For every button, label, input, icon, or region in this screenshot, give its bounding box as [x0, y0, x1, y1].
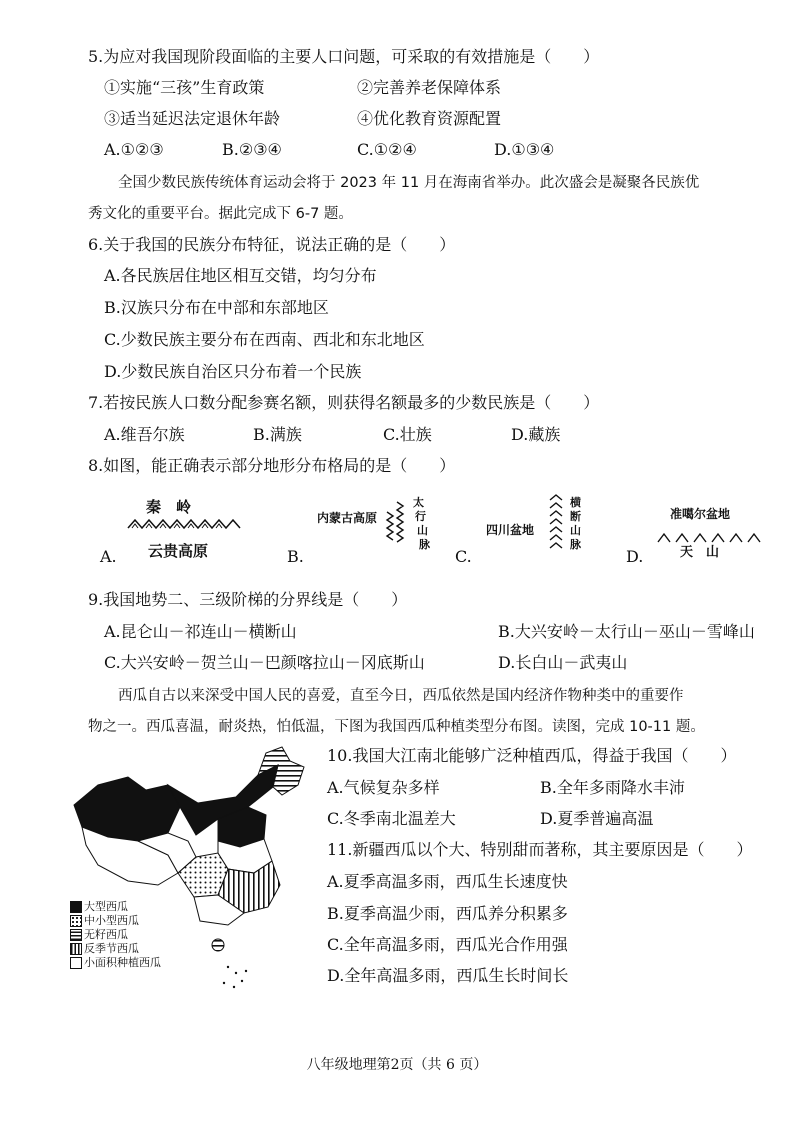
fig-b-right-label	[413, 495, 431, 551]
mountain-range-icon	[550, 495, 562, 548]
q8-label-a: A.	[100, 547, 117, 566]
q9-option-b: B.大兴安岭－太行山－巫山－雪峰山	[498, 622, 755, 641]
legend-item: 中小型西瓜	[84, 914, 139, 927]
q7-option-d: D.藏族	[511, 425, 561, 444]
q9-option-a: A.昆仑山－祁连山－横断山	[104, 622, 297, 641]
q8-label-c: C.	[455, 547, 472, 566]
q6-option-c: C.少数民族主要分布在西南、西北和东北地区	[104, 330, 425, 349]
svg-text:山: 山	[570, 524, 581, 537]
q5-option-a: A.①②③	[104, 140, 164, 159]
q6-option-a: A.各民族居住地区相互交错，均匀分布	[104, 266, 377, 285]
q11-stem: 11.新疆西瓜以个大、特别甜而著称，其主要原因是（ ）	[327, 840, 753, 859]
q11-option-b: B.夏季高温少雨，西瓜养分积累多	[327, 904, 568, 923]
q5-option-b: B.②③④	[222, 140, 282, 159]
hainan-region	[212, 939, 224, 951]
svg-text:太: 太	[413, 496, 424, 509]
legend-item: 大型西瓜	[84, 900, 128, 913]
fig-a-top-label: 秦 岭	[146, 498, 192, 516]
q7-option-b: B.满族	[253, 425, 302, 444]
legend-swatch-hstripe	[70, 929, 82, 941]
q11-option-c: C.全年高温多雨，西瓜光合作用强	[327, 935, 568, 954]
q10-option-a: A.气候复杂多样	[327, 778, 440, 797]
mountain-range-icon	[387, 502, 403, 542]
q5-item-4: ④优化教育资源配置	[357, 109, 502, 128]
q7-stem: 7.若按民族人口数分配参赛名额，则获得名额最多的少数民族是（ ）	[88, 393, 600, 412]
q8-figure-d	[652, 500, 772, 562]
q10-stem: 10.我国大江南北能够广泛种植西瓜，得益于我国（ ）	[327, 746, 737, 765]
fig-c-right-label	[569, 495, 582, 551]
q10-option-b: B.全年多雨降水丰沛	[540, 778, 685, 797]
passage2-line2: 物之一。西瓜喜温，耐炎热，怕低温，下图为我国西瓜种植类型分布图。读图，完成 10-11 题。	[88, 719, 705, 735]
q5-item-3: ③适当延迟法定退休年龄	[104, 109, 281, 128]
svg-text:山: 山	[417, 524, 428, 537]
legend-swatch-vstripe	[70, 943, 82, 955]
mountain-range-icon	[658, 534, 760, 542]
legend-swatch-dots	[70, 915, 82, 927]
svg-text:行: 行	[415, 510, 426, 523]
q7-option-c: C.壮族	[383, 425, 432, 444]
q5-stem: 5.为应对我国现阶段面临的主要人口问题，可采取的有效措施是（ ）	[88, 47, 600, 66]
fig-d-top-label: 准噶尔盆地	[670, 507, 731, 521]
q7-option-a: A.维吾尔族	[104, 425, 185, 444]
q8-figure-a	[120, 492, 250, 562]
q9-stem: 9.我国地势二、三级阶梯的分界线是（ ）	[88, 590, 408, 609]
passage2-line1: 西瓜自古以来深受中国人民的喜爱，直至今日，西瓜依然是国内经济作物种类中的重要作	[118, 688, 684, 704]
q8-label-b: B.	[287, 547, 304, 566]
legend-item: 小面积种植西瓜	[84, 956, 161, 969]
legend-item: 反季节西瓜	[84, 942, 139, 955]
legend-item: 无籽西瓜	[84, 928, 128, 941]
q8-label-d: D.	[626, 547, 644, 566]
mountain-range-icon	[128, 520, 240, 528]
fig-c-left-label: 四川盆地	[486, 523, 535, 537]
q11-option-a: A.夏季高温多雨，西瓜生长速度快	[327, 872, 568, 891]
south-sea-islands	[223, 966, 247, 988]
q9-option-c: C.大兴安岭－贺兰山－巴颜喀拉山－冈底斯山	[104, 653, 425, 672]
q8-figure-c	[484, 492, 604, 562]
fig-b-left-label: 内蒙古高原	[317, 511, 378, 525]
q8-figure-b	[315, 492, 445, 562]
svg-text:脉: 脉	[570, 538, 581, 551]
svg-text:断: 断	[570, 510, 581, 523]
q5-item-1: ①实施“三孩”生育政策	[104, 78, 265, 97]
fig-a-bottom-label: 云贵高原	[148, 542, 209, 560]
passage1-line1: 全国少数民族传统体育运动会将于 2023 年 11 月在海南省举办。此次盛会是凝聚各民族优	[118, 175, 700, 191]
q10-option-c: C.冬季南北温差大	[327, 809, 456, 828]
q6-option-b: B.汉族只分布在中部和东部地区	[104, 298, 329, 317]
map-legend	[70, 900, 161, 970]
svg-text:脉: 脉	[419, 538, 430, 551]
q5-option-c: C.①②④	[357, 140, 417, 159]
q5-item-2: ②完善养老保障体系	[357, 78, 502, 97]
q10-option-d: D.夏季普遍高温	[540, 809, 654, 828]
legend-swatch-blank	[70, 957, 82, 969]
q5-option-d: D.①③④	[494, 140, 555, 159]
q11-option-d: D.全年高温多雨，西瓜生长时间长	[327, 966, 569, 985]
q6-option-d: D.少数民族自治区只分布着一个民族	[104, 362, 362, 381]
q8-stem: 8.如图，能正确表示部分地形分布格局的是（ ）	[88, 456, 456, 475]
legend-swatch-solid	[70, 901, 82, 913]
page-footer: 八年级地理第2页（共 6 页）	[306, 1057, 488, 1073]
svg-text:横: 横	[570, 496, 581, 509]
passage1-line2: 秀文化的重要平台。据此完成下 6-7 题。	[88, 206, 353, 222]
fig-d-bottom-label: 天 山	[680, 545, 720, 560]
q6-stem: 6.关于我国的民族分布特征，说法正确的是（ ）	[88, 235, 456, 254]
q9-option-d: D.长白山－武夷山	[498, 653, 628, 672]
